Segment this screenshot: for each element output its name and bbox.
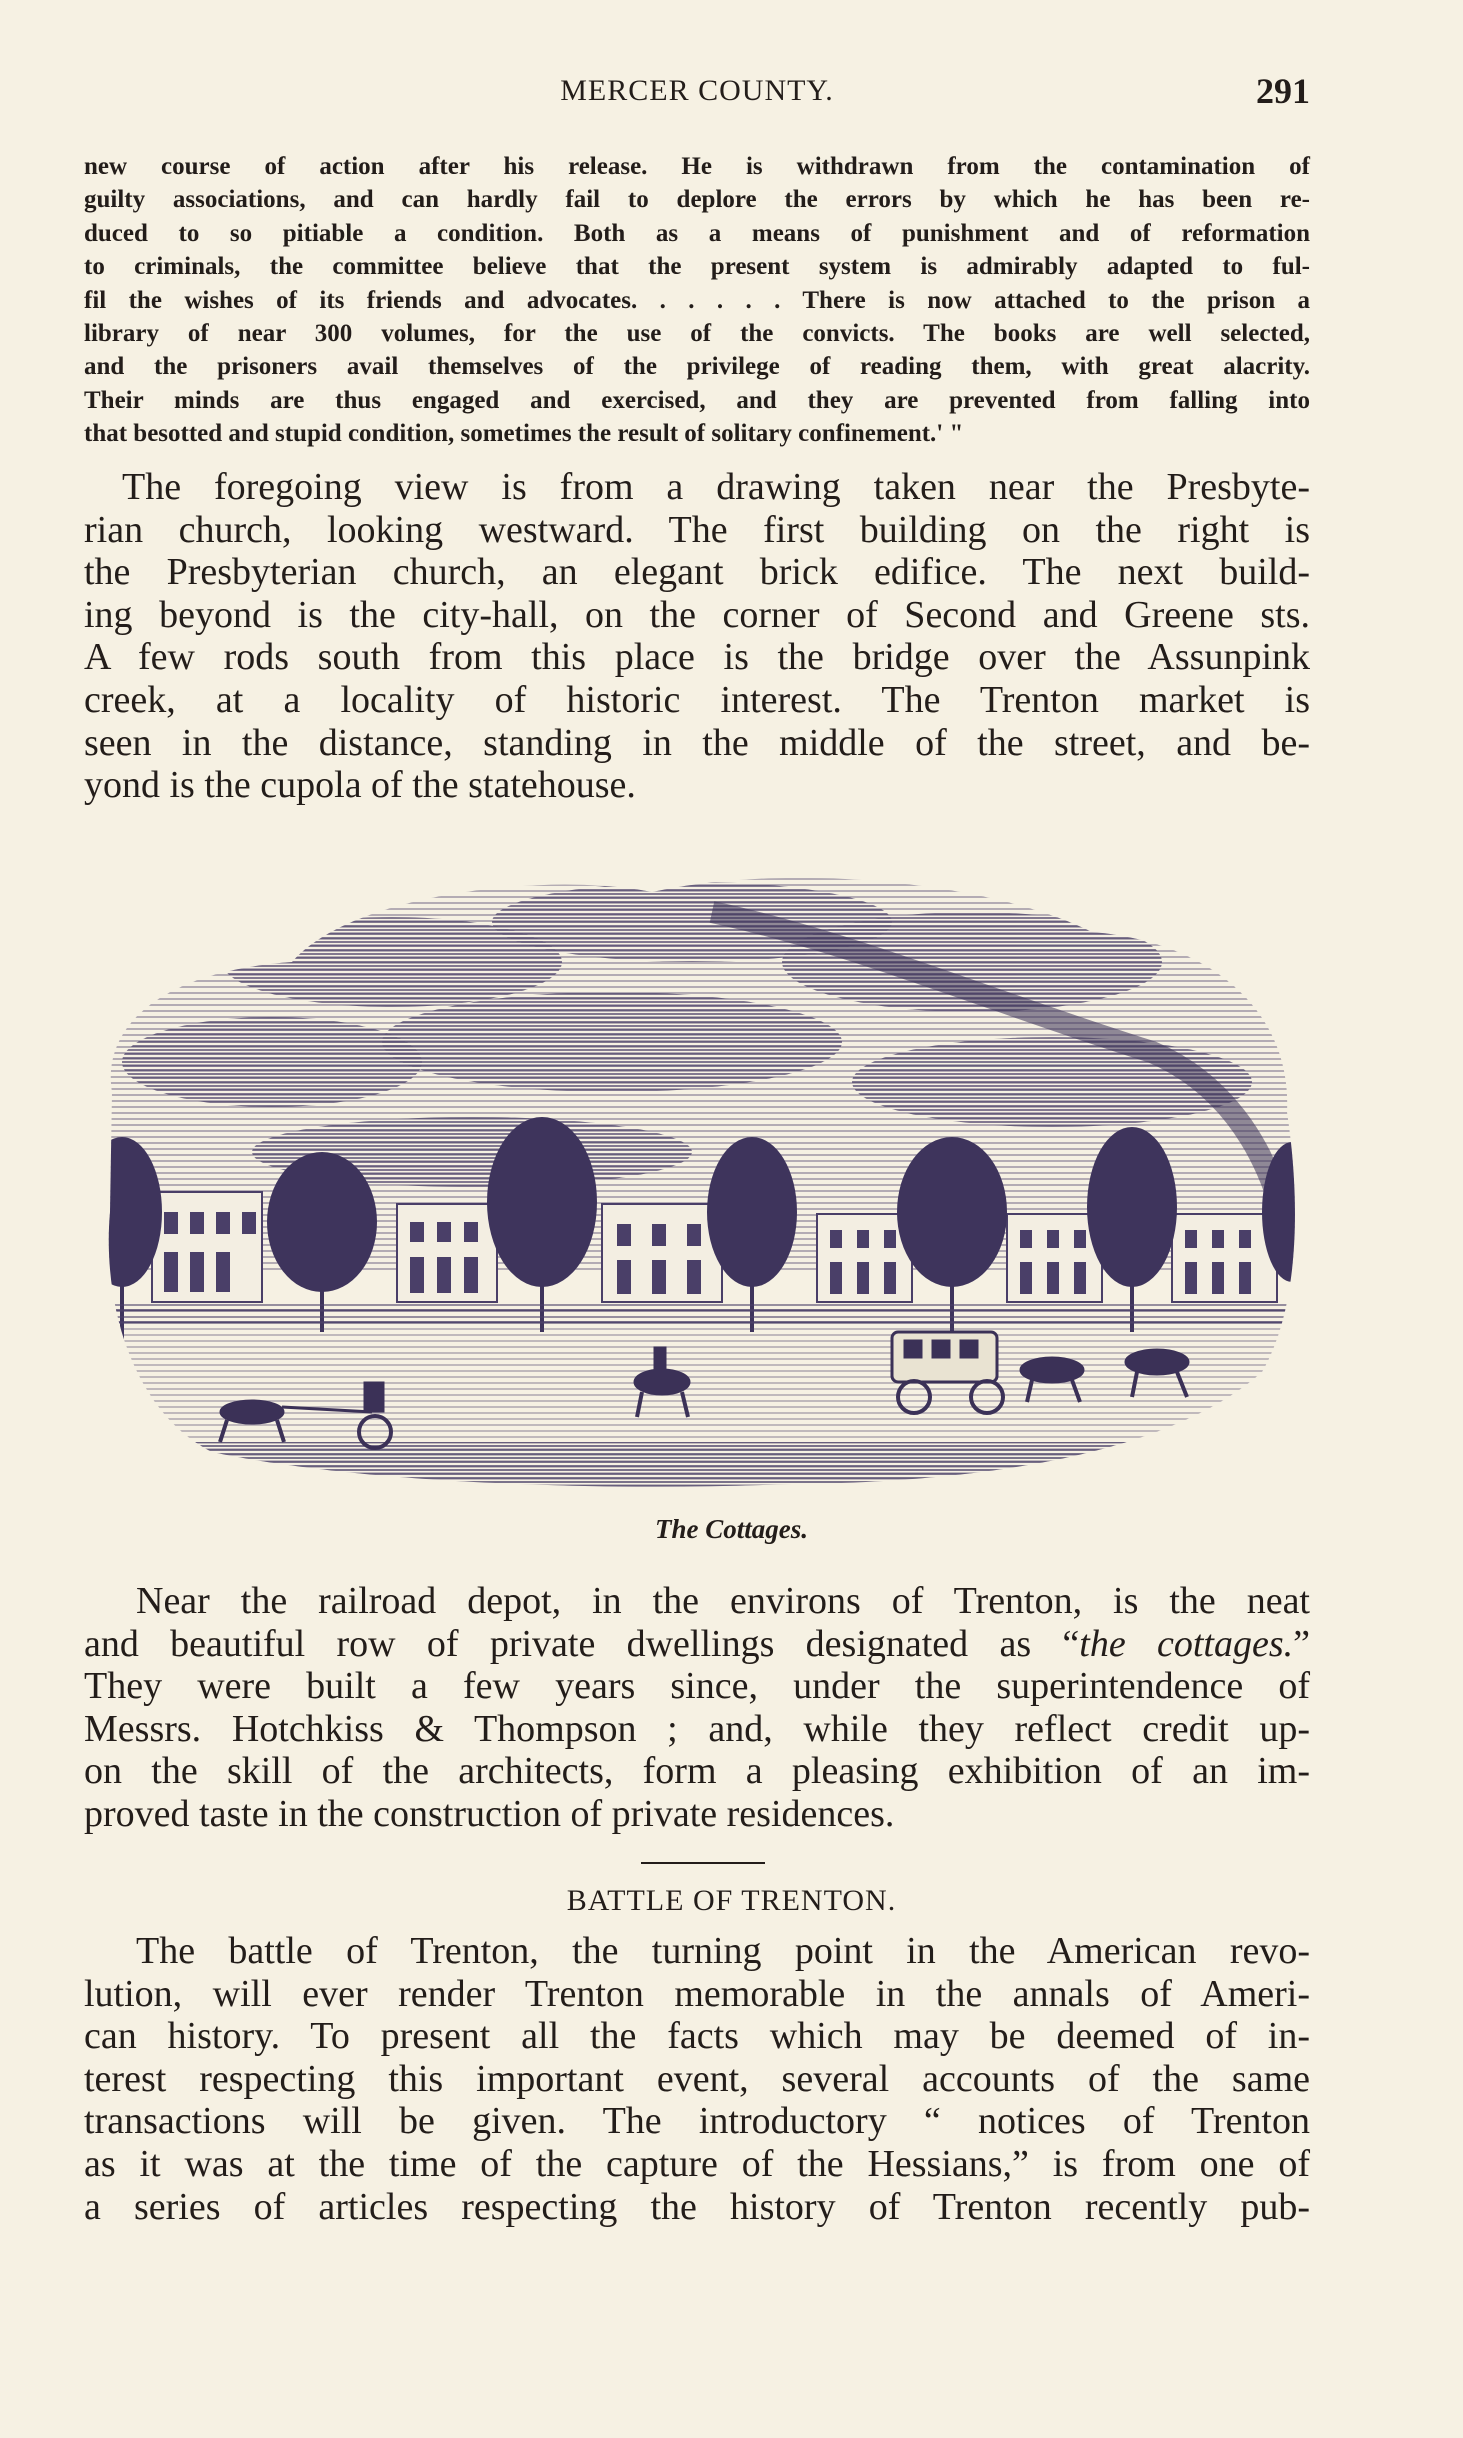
text-line: seen in the distance, standing in the middle of the street, and be- — [84, 721, 1310, 764]
paragraph-cottages — [84, 1580, 1310, 1836]
quote-line: library of near 300 volumes, for the use of the convicts. The books are well selected, — [84, 320, 1310, 348]
section-heading: BATTLE OF TRENTON. — [566, 1884, 897, 1917]
text-line-with-emphasis — [84, 1623, 1310, 1666]
text-fragment: and beautiful row of private dwellings designated as “ — [84, 1622, 1080, 1665]
quote-line: new course of action after his release. He is withdrawn from the contamination of — [84, 153, 1310, 180]
quote-line: that besotted and stupid condition, sometimes the result of solitary confinement.' " — [84, 420, 964, 448]
engraving-scene — [92, 852, 1304, 1512]
text-line: Near the railroad depot, in the environs of Trenton, is the neat — [136, 1580, 1310, 1622]
text-fragment: ” — [1293, 1622, 1310, 1665]
section-divider-rule — [641, 1862, 765, 1864]
running-head — [84, 70, 1310, 120]
running-head-title: MERCER COUNTY. — [560, 74, 834, 107]
text-line: transactions will be given. The introductory “ notices of Trenton — [84, 2100, 1310, 2143]
paragraph-foregoing-view — [84, 466, 1310, 807]
quote-line: and the prisoners avail themselves of the privilege of reading them, with great alacrity. — [84, 353, 1310, 381]
text-line: the Presbyterian church, an elegant brick edifice. The next build- — [84, 551, 1310, 594]
quote-line: Their minds are thus engaged and exercised, and they are prevented from falling into — [84, 386, 1310, 414]
quoted-report-excerpt — [84, 150, 1310, 451]
page-number: 291 — [1256, 71, 1310, 111]
quote-line: fil the wishes of its friends and advocates. . . . . . There is now attached to the prison a — [84, 286, 1310, 314]
foreground-shadow — [92, 1442, 1304, 1492]
quote-line: to criminals, the committee believe that the present system is admirably adapted to ful- — [84, 253, 1310, 281]
engraving-the-cottages — [92, 852, 1304, 1512]
text-line: terest respecting this important event, several accounts of the same — [84, 2057, 1310, 2100]
text-line: The foregoing view is from a drawing taken near the Presbyte- — [122, 466, 1310, 508]
text-line: The battle of Trenton, the turning point in the American revo- — [136, 1930, 1310, 1972]
figure-caption: The Cottages. — [655, 1514, 808, 1544]
text-line: They were built a few years since, under the superintendence of — [84, 1665, 1310, 1708]
text-line: on the skill of the architects, form a pleasing exhibition of an im- — [84, 1750, 1310, 1793]
text-line: Messrs. Hotchkiss & Thompson ; and, while they reflect credit up- — [84, 1707, 1310, 1750]
text-line: ing beyond is the city-hall, on the corner of Second and Greene sts. — [84, 593, 1310, 636]
text-line: proved taste in the construction of private residences. — [84, 1792, 895, 1835]
text-line: rian church, looking westward. The first building on the right is — [84, 508, 1310, 551]
emphasized-term: the cottages. — [1079, 1622, 1294, 1665]
paragraph-battle-of-trenton — [84, 1930, 1310, 2228]
text-line: as it was at the time of the capture of the Hessians,” is from one of — [84, 2142, 1310, 2185]
quote-line: guilty associations, and can hardly fail to deplore the errors by which he has been re- — [84, 186, 1310, 214]
quote-line: duced to so pitiable a condition. Both as a means of punishment and of reformation — [84, 219, 1310, 247]
text-line: A few rods south from this place is the bridge over the Assunpink — [84, 636, 1310, 679]
text-line: a series of articles respecting the history of Trenton recently pub- — [84, 2185, 1310, 2228]
text-line: creek, at a locality of historic interest. The Trenton market is — [84, 678, 1310, 721]
text-line: lution, will ever render Trenton memorable in the annals of Ameri- — [84, 1972, 1310, 2015]
text-line: yond is the cupola of the statehouse. — [84, 764, 636, 807]
text-line: can history. To present all the facts which may be deemed of in- — [84, 2015, 1310, 2058]
fence-pickets — [92, 1304, 1304, 1326]
